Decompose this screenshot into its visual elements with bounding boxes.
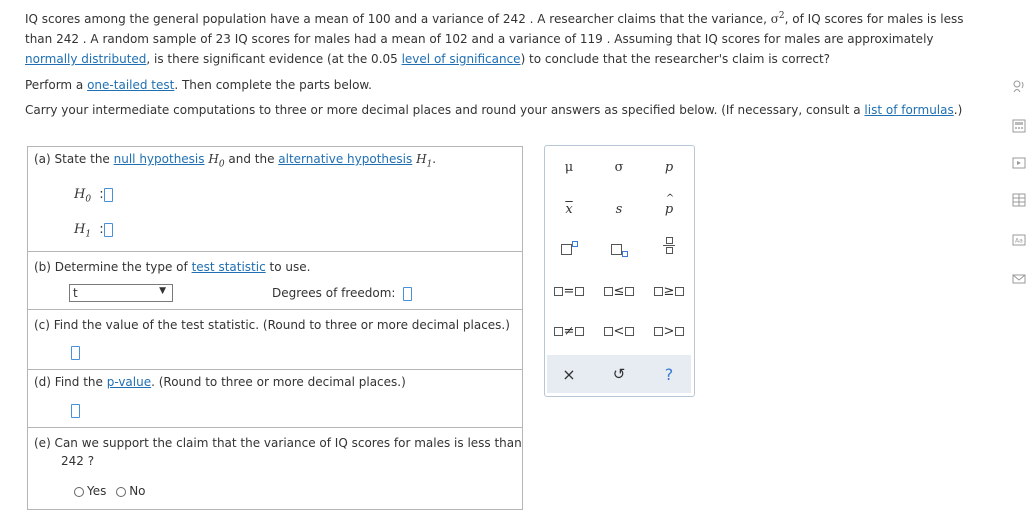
p-value-input[interactable] <box>71 404 80 418</box>
symbol-palette <box>544 145 695 397</box>
no-option[interactable]: No <box>116 484 145 498</box>
test-statistic-input[interactable] <box>71 346 80 360</box>
null-hypothesis-link[interactable]: null hypothesis <box>113 152 205 166</box>
part-e-prompt: (e) Can we support the claim that the variance of IQ scores for males is less than 242 ? <box>34 436 522 468</box>
h1-input[interactable] <box>104 223 113 237</box>
part-c <box>28 309 522 370</box>
sigma-button[interactable]: σ <box>614 159 624 175</box>
equals-button[interactable]: = <box>552 280 586 302</box>
not-equal-button[interactable]: ≠ <box>552 320 586 342</box>
less-equal-button[interactable]: ≤ <box>602 280 636 302</box>
h0-input[interactable] <box>104 188 113 202</box>
h1-label: $H_1$ <box>74 222 92 240</box>
carry-instruction: Carry your intermediate computations to three or more decimal places and round your answers as specified below. (If necessary, consult a list of formulas.) <box>25 103 963 117</box>
h0-label: $H_0$ <box>74 187 92 205</box>
p-value-link[interactable]: p-value <box>106 375 152 389</box>
question-panel <box>27 146 523 510</box>
help-icon[interactable]: ? <box>664 364 674 384</box>
dof-input[interactable] <box>403 287 412 301</box>
superscript-button[interactable] <box>552 238 586 260</box>
part-b-prompt: (b) Determine the type of test statistic to use. <box>34 260 311 274</box>
one-tailed-test-link[interactable]: one-tailed test <box>87 78 175 92</box>
subscript-button[interactable] <box>602 238 636 260</box>
dof-label: Degrees of freedom: <box>272 286 396 300</box>
part-e <box>28 427 522 510</box>
textbook-icon[interactable] <box>1012 233 1026 247</box>
yes-option[interactable]: Yes <box>74 484 106 498</box>
undo-icon[interactable]: ↺ <box>612 365 626 383</box>
level-of-significance-link[interactable]: level of significance <box>401 52 521 66</box>
greater-equal-button[interactable]: ≥ <box>652 280 686 302</box>
part-d-prompt: (d) Find the p-value. (Round to three or more decimal places.) <box>34 375 406 389</box>
no-radio[interactable] <box>116 487 126 497</box>
normally-distributed-link[interactable]: normally distributed <box>25 52 147 66</box>
less-than-button[interactable]: < <box>602 320 636 342</box>
intro-text-2: , of IQ scores for males is less than 242 . A random sample of 23 IQ scores for males had a mean of 102 and a variance of 119 . Assuming that IQ scores for males are approximately <box>25 12 964 46</box>
alternative-hypothesis-link[interactable]: alternative hypothesis <box>278 152 413 166</box>
calculator-icon[interactable] <box>1012 119 1026 133</box>
x-bar-button[interactable]: $\overline{x}$ <box>565 201 573 217</box>
svg-text:Aa: Aa <box>1015 237 1023 245</box>
email-icon[interactable] <box>1012 272 1026 286</box>
perform-instruction: Perform a one-tailed test. Then complete the parts below. <box>25 78 372 92</box>
part-c-prompt: (c) Find the value of the test statistic. (Round to three or more decimal places.) <box>34 318 510 332</box>
dropdown-arrow-icon: ▼ <box>159 286 166 296</box>
p-button[interactable]: p <box>664 159 674 175</box>
part-a <box>28 147 522 251</box>
support-claim-options <box>74 484 146 498</box>
data-table-icon[interactable] <box>1012 193 1026 207</box>
yes-radio[interactable] <box>74 487 84 497</box>
clear-icon[interactable]: × <box>562 364 576 384</box>
s-button[interactable]: s <box>615 201 623 217</box>
video-icon[interactable] <box>1012 156 1026 170</box>
dof-row <box>272 286 412 301</box>
greater-than-button[interactable]: > <box>652 320 686 342</box>
h1-row: $H_1$ : <box>74 222 113 240</box>
p-hat-button[interactable]: p ^ <box>664 192 675 217</box>
sigma-symbol: $\sigma^2$ <box>770 11 785 26</box>
test-statistic-link[interactable]: test statistic <box>191 260 266 274</box>
part-a-prompt: (a) State the null hypothesis $H_0$ and the alternative hypothesis $H_1$. <box>34 152 437 170</box>
palette-action-bar <box>547 355 691 393</box>
text-to-speech-icon[interactable] <box>1012 79 1026 93</box>
h0-row: $H_0$ : <box>74 187 113 205</box>
problem-statement: IQ scores among the general population have a mean of 100 and a variance of 242 . A researcher claims that the variance, $\sigma^2$, of IQ scores for males is less than 242 . A random sample of 23 IQ scores for males had a mean of 102 and a variance of 119 . Assuming that IQ scores for males are approximately normally distributed, is there significant evidence (at the 0.05 level of significance) to conclude that the researcher's claim is correct? <box>25 11 964 66</box>
list-of-formulas-link[interactable]: list of formulas <box>864 103 954 117</box>
mu-button[interactable]: μ <box>564 159 574 175</box>
select-value: t <box>73 286 78 300</box>
intro-text: IQ scores among the general population have a mean of 100 and a variance of 242 . A researcher claims that the variance, <box>25 12 771 26</box>
test-statistic-select[interactable] <box>69 284 173 302</box>
part-d <box>28 369 522 428</box>
fraction-button[interactable] <box>652 234 686 256</box>
